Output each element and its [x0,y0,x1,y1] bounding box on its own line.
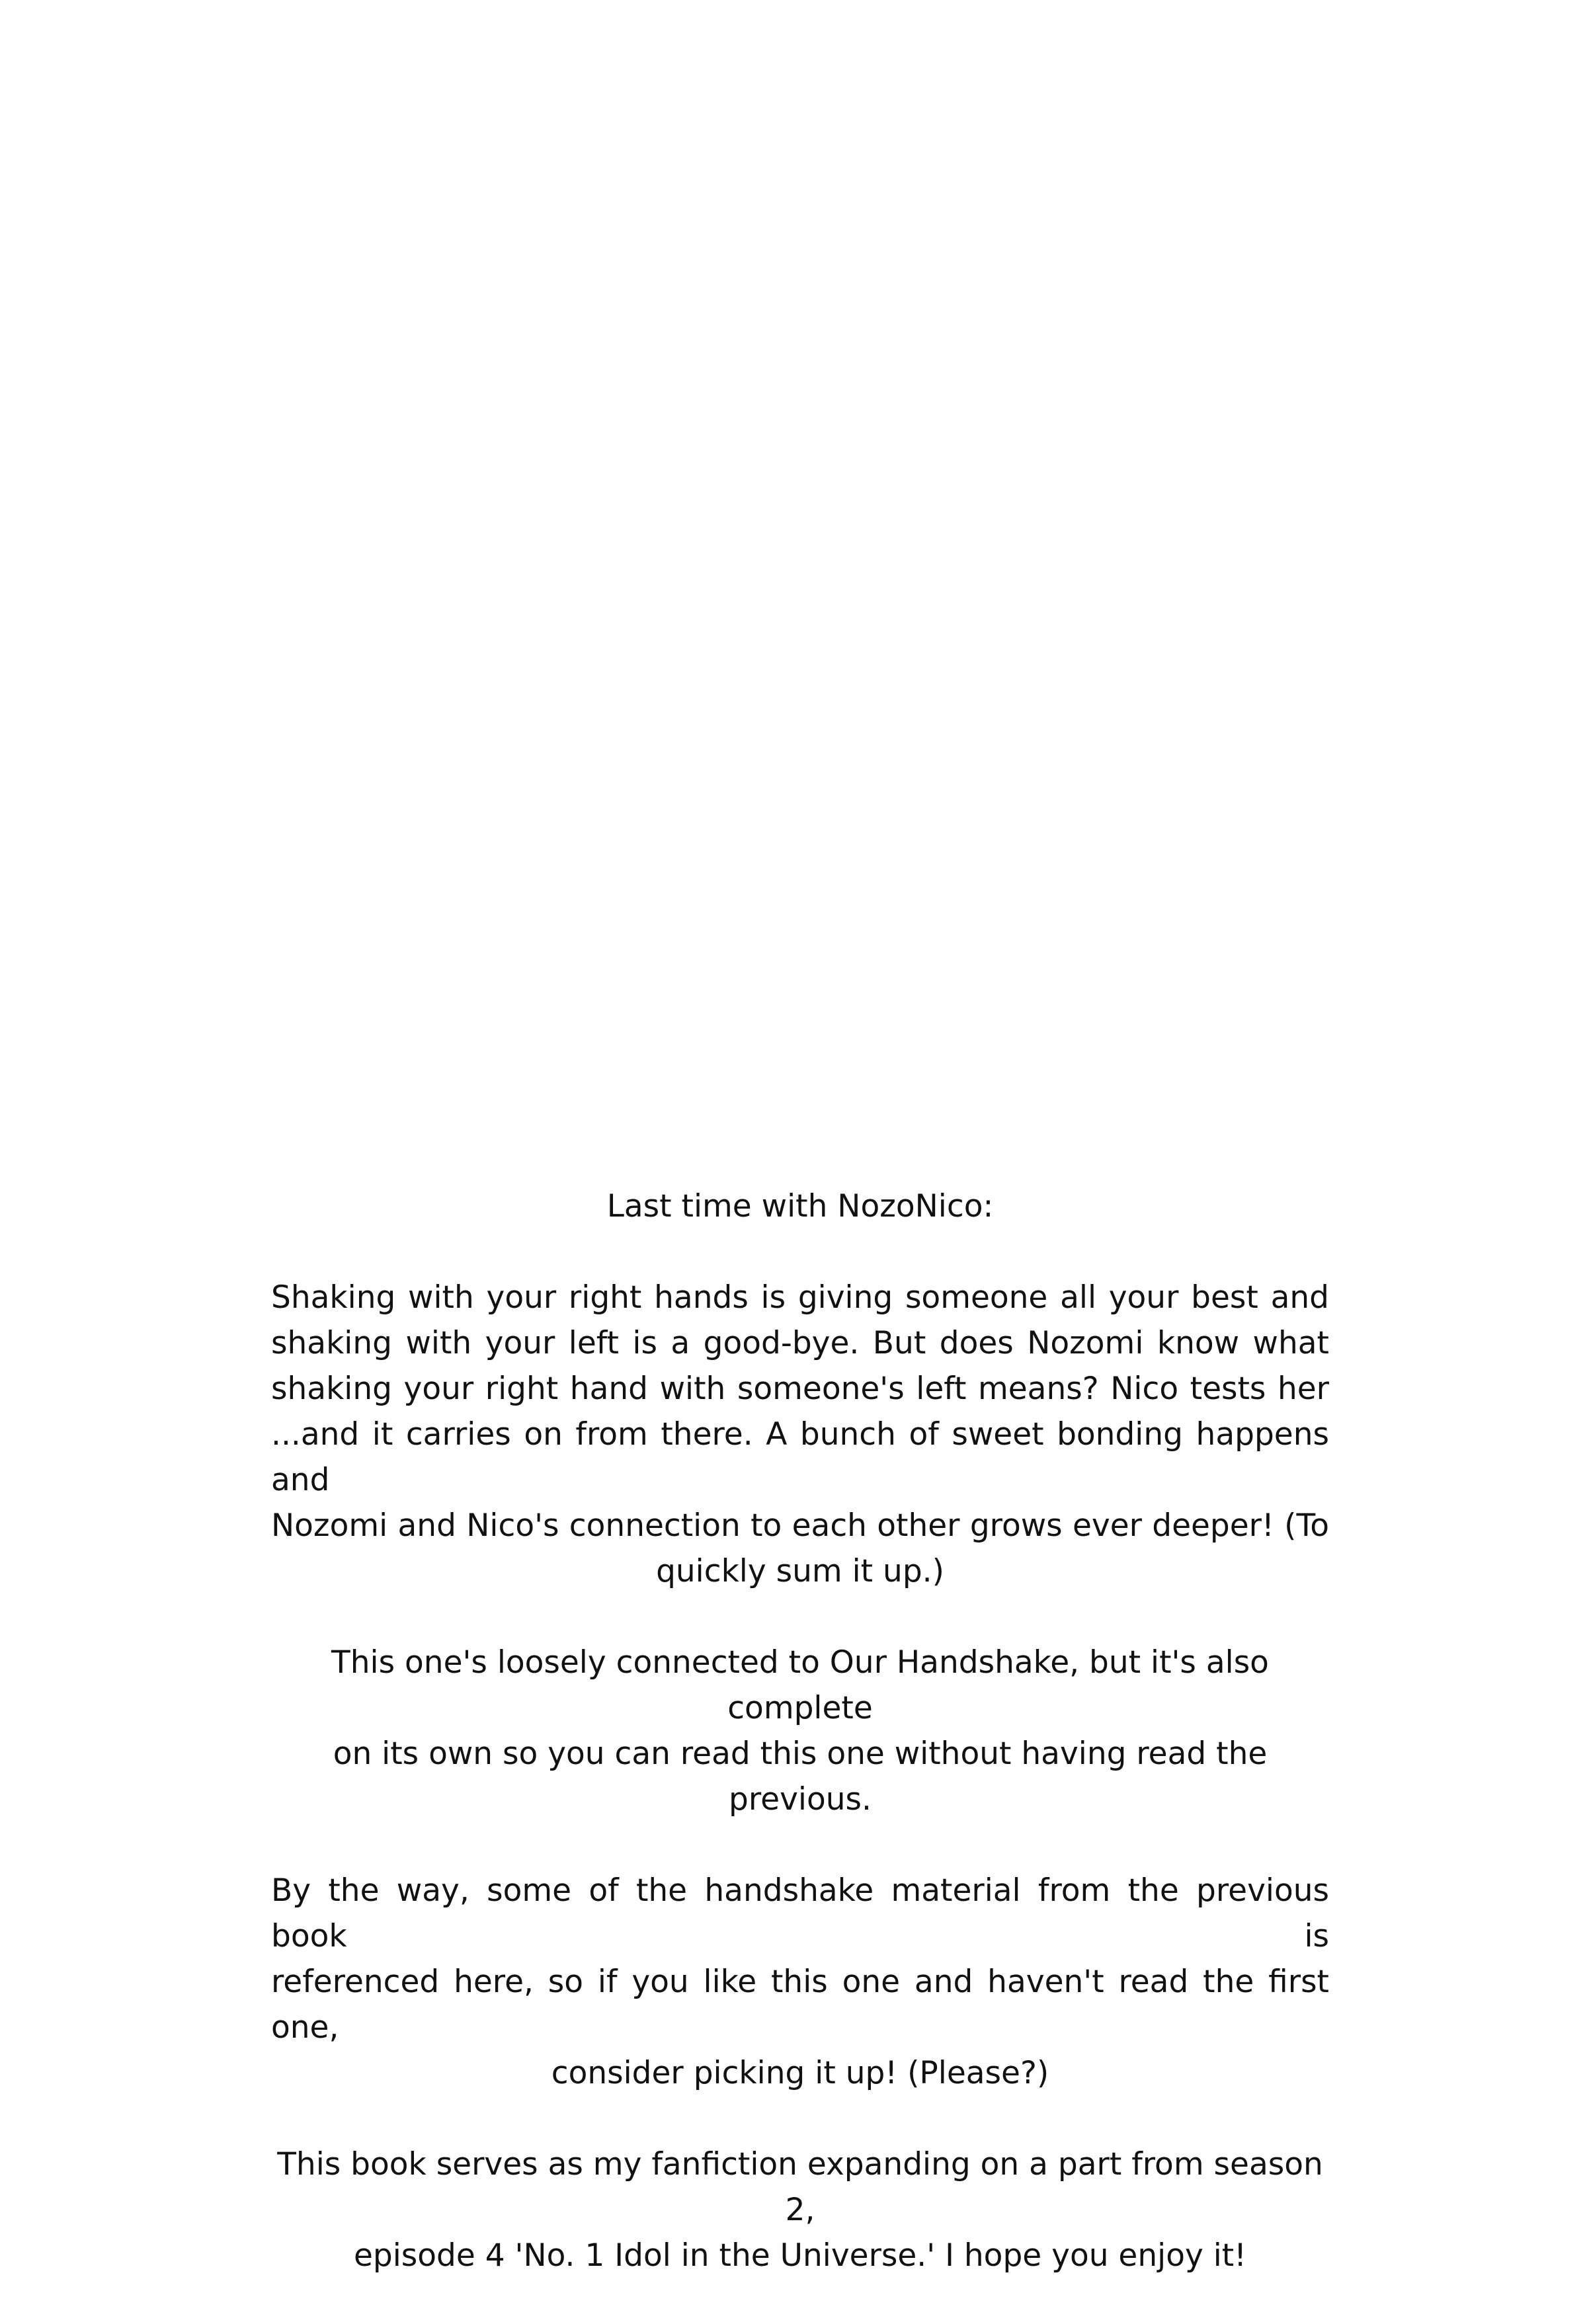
text-line: Nozomi and Nico's connection to each other grows ever deeper! (To [271,1507,1329,1544]
page-heading: Last time with NozoNico: [606,1188,994,1224]
text-line: consider picking it up! (Please?) [551,2055,1049,2091]
text-line: Shaking with your right hands is giving someone all your best and [271,1279,1329,1316]
text-line: ...and it carries on from there. A bunch of sweet bonding happens and [271,1416,1329,1498]
paragraph-reference [271,1868,1329,2096]
paragraph-connection [271,1640,1329,1822]
foreword-text [271,1183,1329,2324]
text-line: By the way, some of the handshake material from the previous book is [271,1872,1329,1954]
text-line: shaking with your left is a good-bye. But does Nozomi know what [271,1325,1329,1361]
text-line: referenced here, so if you like this one and haven't read the first one, [271,1964,1329,2046]
paragraph-closing [271,2142,1329,2278]
text-line: quickly sum it up.) [656,1553,944,1589]
text-line: episode 4 'No. 1 Idol in the Universe.' I hope you enjoy it! [353,2237,1247,2274]
text-line: This one's loosely connected to Our Handshake, but it's also complete [331,1644,1269,1726]
paragraph-recap [271,1275,1329,1594]
text-line: This book serves as my fanfiction expanding on a part from season 2, [277,2146,1323,2228]
text-line: shaking your right hand with someone's left means? Nico tests her [271,1371,1329,1407]
text-line: on its own so you can read this one without having read the previous. [333,1736,1268,1818]
